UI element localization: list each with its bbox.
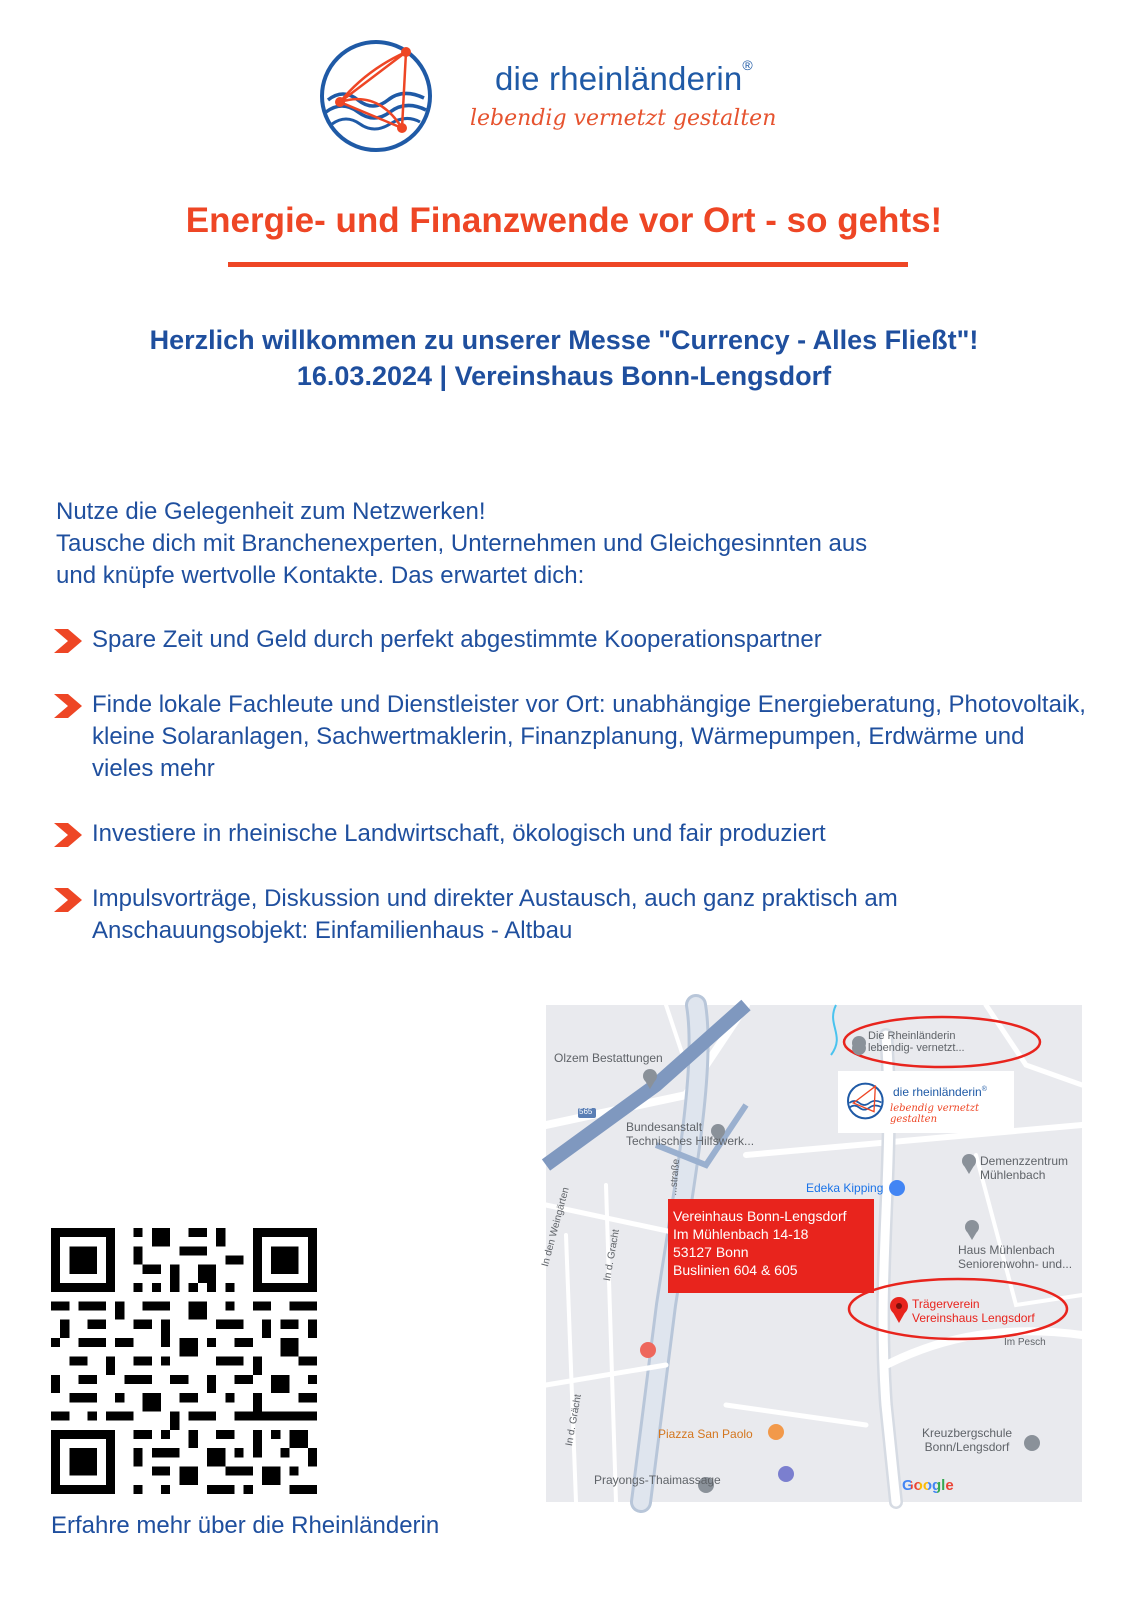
map-label-line: Trägerverein bbox=[912, 1297, 980, 1311]
chevron-right-icon bbox=[52, 886, 86, 914]
benefit-list bbox=[52, 624, 1092, 980]
brand-name: die rheinländerin® bbox=[495, 57, 753, 97]
chevron-right-icon bbox=[52, 821, 86, 849]
qr-caption: Erfahre mehr über die Rheinländerin bbox=[51, 1512, 440, 1539]
qr-code[interactable] bbox=[51, 1228, 317, 1494]
list-item-text: Impulsvorträge, Diskussion und direkter Austausch, auch ganz praktisch am Anschauungsobjekt: Einfamilienhaus - Altbau bbox=[92, 885, 898, 944]
map-label-thw bbox=[626, 1120, 754, 1148]
location-map[interactable] bbox=[540, 1005, 1082, 1502]
intro-line: und knüpfe wertvolle Kontakte. Das erwartet dich: bbox=[56, 562, 585, 589]
map-pin-traegerverein bbox=[912, 1297, 1035, 1325]
map-label-olzem: Olzem Bestattungen bbox=[554, 1051, 663, 1065]
map-label-haus-muehlenbach bbox=[958, 1243, 1072, 1271]
map-label-line: Die Rheinländerin bbox=[868, 1030, 956, 1042]
brand-tagline: lebendig vernetzt gestalten bbox=[470, 106, 777, 131]
map-label-demenzzentrum bbox=[980, 1154, 1068, 1182]
headline-underline bbox=[228, 262, 908, 267]
venue-name: Vereinhaus Bonn-Lengsdorf bbox=[673, 1208, 847, 1224]
map-label-line: Mühlenbach bbox=[980, 1168, 1046, 1182]
map-label-edeka: Edeka Kipping bbox=[806, 1181, 884, 1195]
map-label-line: Kreuzbergschule bbox=[922, 1426, 1013, 1440]
map-label-weingaerten: In den Weingärten bbox=[540, 1186, 572, 1268]
map-logo-tagline: lebendig vernetzt gestalten bbox=[890, 1103, 980, 1125]
welcome-line: Herzlich willkommen zu unserer Messe "Currency - Alles Fließt"! bbox=[149, 325, 979, 355]
map-label-line: Vereinshaus Lengsdorf bbox=[912, 1311, 1035, 1325]
map-label-piazza: Piazza San Paolo bbox=[658, 1427, 753, 1441]
welcome-block bbox=[0, 322, 1128, 394]
list-item-text: Spare Zeit und Geld durch perfekt abgestimmte Kooperationspartner bbox=[92, 626, 822, 653]
map-logo-name: die rheinländerin® bbox=[893, 1085, 987, 1099]
map-label-kreuzbergschule bbox=[922, 1426, 1012, 1454]
intro-line: Tausche dich mit Branchenexperten, Unternehmen und Gleichgesinnten aus bbox=[56, 530, 868, 557]
venue-address-box bbox=[668, 1199, 874, 1293]
map-label-strasse: ...straße bbox=[668, 1158, 683, 1196]
list-item bbox=[52, 624, 1092, 656]
rheinlaenderin-logo bbox=[846, 1081, 886, 1121]
map-pin-rheinlaenderin bbox=[868, 1030, 965, 1054]
map-label-line: Haus Mühlenbach bbox=[958, 1243, 1055, 1257]
venue-street: Im Mühlenbach 14-18 bbox=[673, 1226, 809, 1242]
chevron-right-icon bbox=[52, 627, 86, 655]
list-item-text: Investiere in rheinische Landwirtschaft, ökologisch und fair produziert bbox=[92, 820, 826, 847]
list-item bbox=[52, 818, 1092, 850]
list-item bbox=[52, 689, 1092, 785]
map-label-prayong: Prayongs-Thaimassage bbox=[594, 1473, 721, 1487]
map-label-line: Technisches Hilfswerk... bbox=[626, 1134, 755, 1148]
map-label-line: lebendig- vernetzt... bbox=[868, 1042, 965, 1054]
list-item-text: Finde lokale Fachleute und Dienstleister vor Ort: unabhängige Energieberatung, Photovoltaik, kleine Solaranlagen, Sachwertmaklerin, Finanzplanung, Wärmepumpen, Erdwärme und vieles mehr bbox=[92, 691, 1086, 782]
intro-text bbox=[56, 496, 1086, 592]
map-label-line: Bundesanstalt bbox=[626, 1120, 703, 1134]
map-label-gracht-south: In d. Grächt bbox=[564, 1393, 584, 1447]
map-label-line: Bonn/Lengsdorf bbox=[924, 1440, 1010, 1454]
map-label-pesch: Im Pesch bbox=[1004, 1337, 1046, 1348]
chevron-right-icon bbox=[52, 692, 86, 720]
event-date-location: 16.03.2024 | Vereinshaus Bonn-Lengsdorf bbox=[296, 361, 832, 391]
map-logo-card bbox=[838, 1071, 1014, 1133]
list-item bbox=[52, 883, 1092, 947]
venue-city: 53127 Bonn bbox=[673, 1244, 749, 1260]
map-label-road-565: 565 bbox=[579, 1107, 593, 1116]
headline: Energie- und Finanzwende vor Ort - so gehts! bbox=[185, 201, 943, 240]
rheinlaenderin-logo bbox=[318, 40, 438, 152]
map-label-line: Demenzzentrum bbox=[980, 1154, 1069, 1168]
intro-line: Nutze die Gelegenheit zum Netzwerken! bbox=[56, 498, 486, 525]
google-logo: Google bbox=[902, 1477, 954, 1494]
map-label-line: Seniorenwohn- und... bbox=[958, 1257, 1073, 1271]
venue-bus-lines: Buslinien 604 & 605 bbox=[673, 1262, 798, 1278]
map-label-gracht: In d. Gracht bbox=[602, 1228, 622, 1282]
